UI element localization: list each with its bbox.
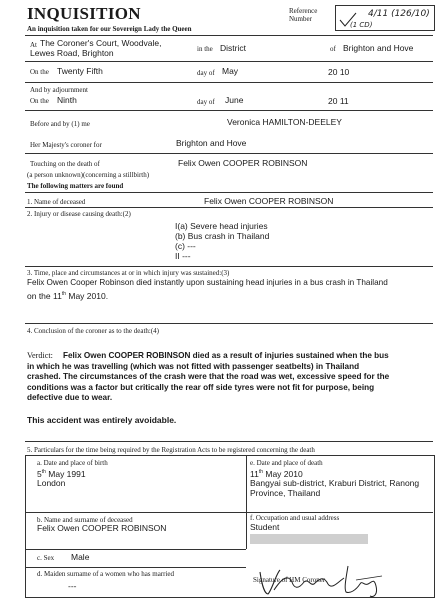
birth-date-sup: th [41, 469, 46, 475]
divider [25, 207, 433, 208]
checkmark-icon [338, 12, 358, 28]
on-the-label: On the [30, 68, 49, 76]
divider [25, 82, 433, 83]
sex-label: c. Sex [37, 554, 55, 562]
coroner-signature [252, 560, 392, 598]
her-majesty-label: Her Majesty's coroner for [30, 141, 102, 149]
signature-label: Signature of HM Coroner [253, 576, 326, 584]
divider [25, 323, 433, 324]
divider [25, 192, 433, 193]
sex-value: Male [71, 552, 90, 562]
in-the-label: in the [197, 45, 213, 53]
section3-label: 3. Time, place and circumstances at or in which injury was sustained:(3) [27, 269, 230, 277]
divider [25, 153, 433, 154]
adjournment-year: 20 11 [328, 96, 349, 106]
verdict-line-3: crashed. The circumstances of the crash were that the road was wet, excessive speed for the [27, 372, 390, 381]
divider [25, 266, 433, 267]
occupation-value: Student [250, 522, 280, 532]
death-place: Bangyai sub-district, Kraburi District, Ranong [250, 478, 420, 488]
adjournment-label: And by adjournment [30, 86, 88, 94]
day-of-label: day of [197, 69, 215, 77]
document-subtitle: An inquisition taken for our Sovereign Lady the Queen [27, 25, 192, 33]
maiden-surname-value: --- [68, 581, 77, 591]
section5-label: 5. Particulars for the time being required by the Registration Acts to be registered concerning the death [27, 446, 315, 454]
occupation-label: f. Occupation and usual address [250, 514, 340, 522]
inquest-place: The Coroner's Court, Woodvale, [40, 38, 162, 48]
reference-number-handwritten: 4/11 (126/10) [368, 9, 430, 19]
adjournment-on-the-label: On the [30, 97, 49, 105]
inquest-place-line2: Lewes Road, Brighton [30, 48, 114, 58]
name-surname-label: b. Name and surname of deceased [37, 516, 133, 524]
grid-row-divider [25, 567, 246, 568]
reference-number-handwritten-2: (1 CD) [350, 21, 373, 29]
verdict-line-1: Felix Owen COOPER ROBINSON died as a result of injuries sustained when the bus [62, 351, 389, 360]
matters-found-heading: The following matters are found [27, 182, 124, 190]
birth-label: a. Date and place of birth [37, 459, 108, 467]
circumstances-text: Felix Owen Cooper Robinson died instantly upon sustaining head injuries in a bus crash in Thailand [27, 278, 388, 287]
reference-label: Reference [289, 7, 318, 15]
grid-vertical-divider [246, 512, 247, 549]
deceased-name: Felix Owen COOPER ROBINSON [204, 196, 334, 206]
divider [25, 441, 433, 442]
circumstances-date-pre: on the 11 [27, 290, 62, 301]
adjournment-day: Ninth [57, 95, 77, 105]
section4-label: 4. Conclusion of the coroner as to the death:(4) [27, 327, 159, 335]
verdict-label: Verdict: [27, 351, 53, 360]
death-date-pre: 11 [250, 468, 259, 479]
section2-label: 2. Injury or disease causing death:(2) [27, 210, 131, 218]
adjournment-month: June [225, 95, 244, 105]
grid-vertical-divider [246, 455, 247, 512]
document-title: INQUISITION [27, 4, 141, 23]
circumstances-text-line2 [27, 289, 108, 301]
name-surname-value: Felix Owen COOPER ROBINSON [37, 523, 167, 533]
reference-label-number: Number [289, 15, 312, 23]
coroner-name: Veronica HAMILTON-DEELEY [227, 117, 342, 127]
inquest-month: May [222, 66, 239, 76]
cause-line-1b: (b) Bus crash in Thailand [175, 231, 270, 241]
circumstances-date-post: May 2010. [66, 290, 109, 301]
verdict-line-4: conditions was a factor but critically the rear off side tyres were not fit for purpose, being [27, 382, 375, 392]
cause-line-1c: (c) --- [175, 241, 196, 251]
verdict-block [27, 351, 433, 404]
maiden-surname-label: d. Maiden surname of a women who has married [37, 570, 175, 578]
cause-line-2: II --- [175, 251, 191, 261]
divider [25, 61, 433, 62]
person-unknown-note: (a person unknown)(concerning a stillbirth) [27, 171, 150, 179]
divider [25, 110, 433, 111]
death-date-post: May 2010 [263, 468, 303, 479]
conclusion-statement: This accident was entirely avoidable. [27, 415, 177, 425]
grid-row-divider [25, 512, 433, 513]
birth-date-pre: 5 [37, 468, 42, 479]
before-label: Before and by (1) me [30, 120, 90, 128]
touching-deceased-name: Felix Owen COOPER ROBINSON [178, 158, 308, 168]
district-type: District [220, 43, 246, 53]
cause-line-1a: I(a) Severe head injuries [175, 221, 268, 231]
birth-date-post: May 1991 [45, 468, 86, 479]
divider [25, 35, 433, 36]
of-label: of [330, 45, 336, 53]
redacted-address [250, 534, 368, 544]
inquest-day: Twenty Fifth [57, 66, 103, 76]
touching-label: Touching on the death of [30, 160, 100, 168]
section1-label: 1. Name of deceased [27, 198, 86, 206]
death-place-line2: Province, Thailand [250, 488, 321, 498]
birth-place: London [37, 478, 66, 488]
death-date-sup: th [258, 469, 263, 475]
death-label: e. Date and place of death [250, 459, 323, 467]
grid-row-divider [25, 549, 246, 550]
verdict-line-2: in which he was travelling (which was not fitted with passenger seatbelts) in Thailand [27, 361, 360, 371]
adjournment-day-of-label: day of [197, 98, 215, 106]
district-name: Brighton and Hove [343, 43, 414, 53]
coroner-area: Brighton and Hove [176, 138, 247, 148]
verdict-line-5: defective due to wear. [27, 393, 113, 402]
circumstances-date-sup: th [61, 291, 66, 297]
at-label: At [30, 41, 37, 49]
inquest-year: 20 10 [328, 67, 350, 77]
